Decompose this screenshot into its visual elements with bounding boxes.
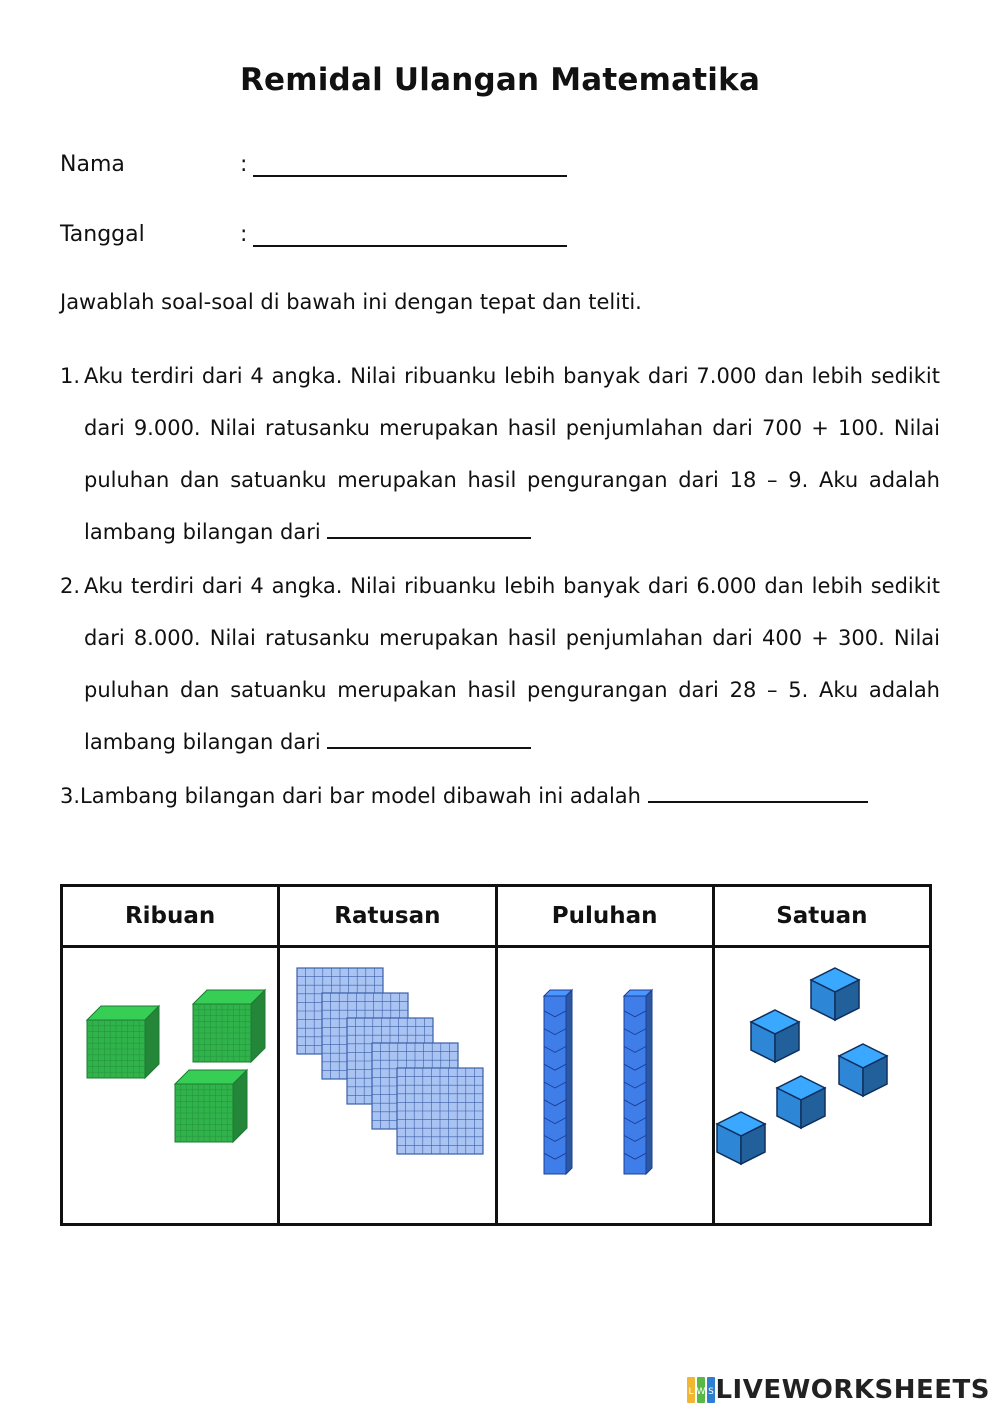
date-label: Tanggal	[60, 222, 145, 247]
question-2-number: 2.	[60, 574, 81, 598]
place-value-table	[60, 884, 932, 1226]
svg-text:W: W	[697, 1387, 706, 1397]
unit-cubes-picture	[715, 948, 929, 1224]
name-input-line[interactable]	[253, 153, 567, 177]
table-header-row	[62, 886, 931, 947]
thousand-cube	[87, 1006, 159, 1078]
question-1-text: Aku terdiri dari 4 angka. Nilai ribuanku lebih banyak dari 7.000 dan lebih sedikit dari 9.000. Nilai ratusanku merupakan hasil penjumlahan dari 700 + 100. Nilai puluhan dan satuanku merupakan hasil pengurangan dari 18 – 9. Aku adalah lambang bilangan dari	[84, 364, 940, 544]
header-ratusan: Ratusan	[279, 886, 496, 947]
page-title: Remidal Ulangan Matematika	[239, 62, 761, 98]
brand-logo	[687, 1375, 990, 1405]
cell-puluhan	[496, 947, 713, 1225]
table-image-row	[62, 947, 931, 1225]
question-3-number: 3.	[60, 784, 81, 808]
question-1-answer-line[interactable]	[327, 517, 531, 539]
cell-satuan	[713, 947, 930, 1225]
ten-rods-picture	[498, 948, 712, 1224]
question-2	[60, 560, 940, 768]
unit-cube	[717, 1112, 765, 1164]
instruction-text: Jawablah soal-soal di bawah ini dengan tepat dan teliti.	[60, 290, 642, 314]
header-satuan: Satuan	[713, 886, 930, 947]
ten-rod	[544, 990, 572, 1174]
brand-name: LIVEWORKSHEETS	[715, 1375, 990, 1405]
date-field-row	[60, 222, 567, 247]
name-label: Nama	[60, 152, 125, 177]
thousand-cubes-picture	[63, 948, 277, 1224]
question-1-number: 1.	[60, 364, 81, 388]
unit-cube	[751, 1010, 799, 1062]
svg-text:L: L	[688, 1387, 694, 1397]
liveworksheets-logo-icon	[687, 1377, 715, 1403]
thousand-cube	[193, 990, 265, 1062]
cell-ratusan	[279, 947, 496, 1225]
question-3-answer-line[interactable]	[648, 781, 868, 803]
name-colon: :	[240, 152, 248, 177]
cell-ribuan	[62, 947, 279, 1225]
name-field-row	[60, 152, 567, 177]
question-1	[60, 350, 940, 558]
unit-cube	[811, 968, 859, 1020]
svg-text:S: S	[708, 1387, 715, 1397]
ten-rod	[624, 990, 652, 1174]
question-3	[60, 775, 868, 817]
date-input-line[interactable]	[253, 223, 567, 247]
header-puluhan: Puluhan	[496, 886, 713, 947]
question-2-answer-line[interactable]	[327, 727, 531, 749]
question-3-text: Lambang bilangan dari bar model dibawah ini adalah	[80, 784, 641, 808]
header-ribuan: Ribuan	[62, 886, 279, 947]
hundred-flat	[397, 1068, 483, 1154]
unit-cube	[777, 1076, 825, 1128]
hundred-flats-picture	[280, 948, 494, 1224]
date-colon: :	[240, 222, 248, 247]
unit-cube	[839, 1044, 887, 1096]
thousand-cube	[175, 1070, 247, 1142]
question-2-text: Aku terdiri dari 4 angka. Nilai ribuanku lebih banyak dari 6.000 dan lebih sedikit dari 8.000. Nilai ratusanku merupakan hasil penjumlahan dari 400 + 300. Nilai puluhan dan satuanku merupakan hasil pengurangan dari 28 – 5. Aku adalah lambang bilangan dari	[84, 574, 940, 754]
